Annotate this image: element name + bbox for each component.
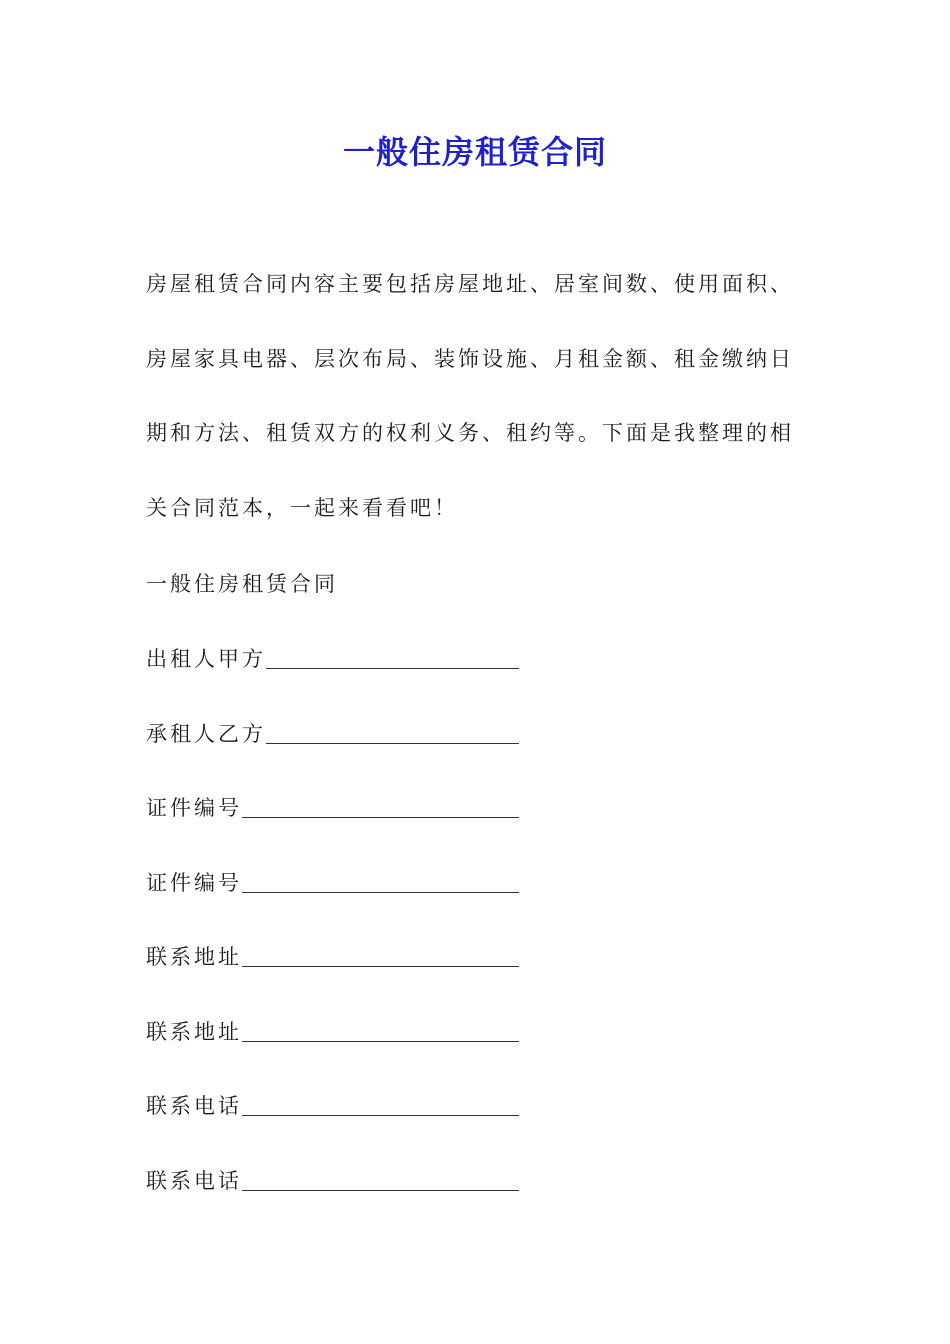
intro-line: 期和方法、租赁双方的权利义务、租约等。下面是我整理的相 — [146, 421, 794, 445]
field-address — [146, 1010, 519, 1085]
field-label: 联系电话 — [146, 1094, 242, 1118]
intro-line: 关合同范本，一起来看看吧！ — [146, 495, 458, 520]
fill-in-blank[interactable] — [242, 1010, 519, 1042]
field-label: 联系地址 — [146, 1019, 242, 1044]
fill-in-blank[interactable] — [242, 861, 519, 893]
field-lessor — [146, 637, 519, 712]
fill-in-blank[interactable] — [242, 1159, 519, 1191]
fill-in-blank[interactable] — [266, 712, 519, 744]
party-fields — [146, 637, 519, 1233]
contract-subtitle: 一般住房租赁合同 — [146, 572, 338, 596]
field-id-number — [146, 861, 519, 936]
document-title: 一般住房租赁合同 — [342, 133, 607, 171]
field-label: 承租人乙方 — [146, 721, 266, 746]
field-label: 证件编号 — [146, 870, 242, 895]
fill-in-blank[interactable] — [242, 935, 519, 967]
field-label: 出租人甲方 — [146, 647, 266, 671]
field-label: 联系电话 — [146, 1168, 242, 1193]
field-label: 联系地址 — [146, 945, 242, 969]
intro-line: 房屋家具电器、层次布局、装饰设施、月租金额、租金缴纳日 — [146, 346, 794, 371]
field-phone — [146, 1084, 519, 1159]
intro-line: 房屋租赁合同内容主要包括房屋地址、居室间数、使用面积、 — [146, 272, 794, 296]
intro-paragraph — [146, 262, 816, 560]
field-address — [146, 935, 519, 1010]
field-label: 证件编号 — [146, 796, 242, 820]
field-lessee — [146, 712, 519, 787]
fill-in-blank[interactable] — [242, 1084, 519, 1116]
field-phone — [146, 1159, 519, 1234]
fill-in-blank[interactable] — [266, 637, 519, 669]
field-id-number — [146, 786, 519, 861]
fill-in-blank[interactable] — [242, 786, 519, 818]
